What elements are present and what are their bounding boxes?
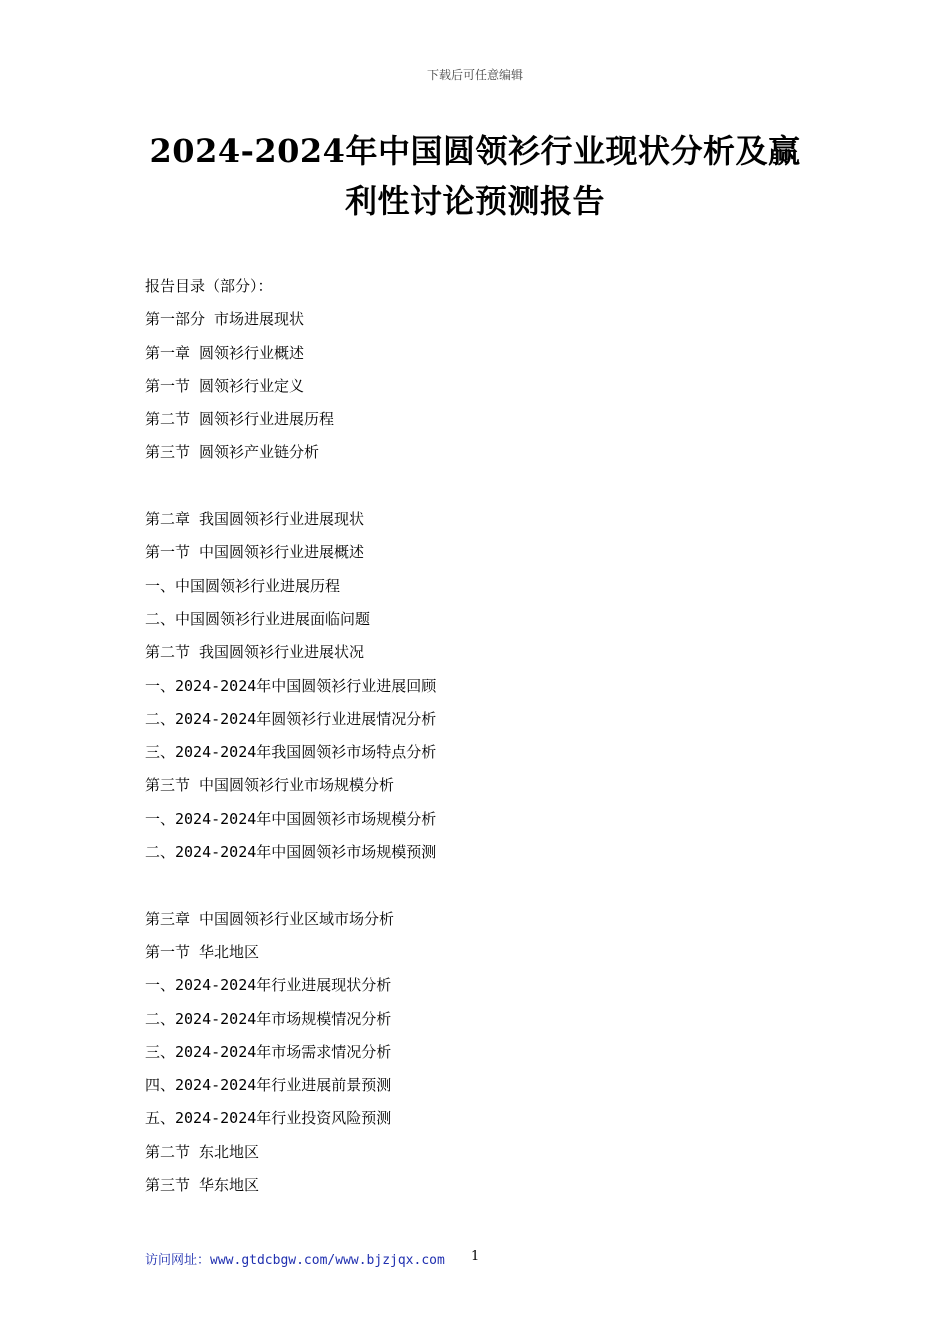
toc-item: 四、2024-2024年行业进展前景预测: [145, 1076, 392, 1095]
toc-item: 一、2024-2024年行业进展现状分析: [145, 976, 392, 995]
toc-item: 第一章 圆领衫行业概述: [145, 343, 305, 362]
title-line-2: 利性讨论预测报告: [344, 182, 605, 220]
toc-item: 第二节 圆领衫行业进展历程: [145, 410, 335, 429]
toc-item: 五、2024-2024年行业投资风险预测: [145, 1109, 392, 1128]
table-of-contents: [145, 272, 805, 1204]
toc-item: 第一节 圆领衫行业定义: [145, 376, 305, 395]
toc-item: 第一节 华北地区: [145, 942, 260, 961]
toc-item: 第二节 东北地区: [145, 1142, 260, 1161]
title-line-1: 2024-2024年中国圆领衫行业现状分析及赢: [149, 132, 801, 170]
header-note: 下载后可任意编辑: [426, 68, 523, 82]
toc-heading: 报告目录（部分）：: [145, 277, 273, 295]
toc-spacer: [145, 871, 805, 904]
toc-item: 第一节 中国圆领衫行业进展概述: [145, 543, 365, 562]
toc-item: 一、2024-2024年中国圆领衫市场规模分析: [145, 809, 437, 828]
toc-item: 第三节 华东地区: [145, 1176, 260, 1195]
toc-item: 二、2024-2024年中国圆领衫市场规模预测: [145, 843, 437, 862]
page-number: 1: [471, 1249, 480, 1264]
toc-item: 二、中国圆领衫行业进展面临问题: [145, 609, 371, 628]
toc-item: 第一部分 市场进展现状: [145, 310, 305, 329]
toc-item: 第二章 我国圆领衫行业进展现状: [145, 510, 365, 529]
toc-item: 一、中国圆领衫行业进展历程: [145, 576, 341, 595]
toc-spacer: [145, 472, 805, 505]
toc-item: 第三节 中国圆领衫行业市场规模分析: [145, 776, 395, 795]
toc-item: 第三节 圆领衫产业链分析: [145, 443, 320, 462]
toc-item: 二、2024-2024年圆领衫行业进展情况分析: [145, 709, 437, 728]
toc-item: 三、2024-2024年市场需求情况分析: [145, 1042, 392, 1061]
page-footer: [145, 1249, 445, 1268]
toc-item: 一、2024-2024年中国圆领衫行业进展回顾: [145, 676, 437, 695]
footer-url-link[interactable]: www.gtdcbgw.com/www.bjzjqx.com: [210, 1253, 445, 1268]
footer-url-label: 访问网址：: [145, 1253, 211, 1268]
toc-item: 二、2024-2024年市场规模情况分析: [145, 1009, 392, 1028]
document-title: [120, 126, 830, 226]
toc-item: 第二节 我国圆领衫行业进展状况: [145, 643, 365, 662]
toc-item: 第三章 中国圆领衫行业区域市场分析: [145, 909, 395, 928]
toc-item: 三、2024-2024年我国圆领衫市场特点分析: [145, 743, 437, 762]
